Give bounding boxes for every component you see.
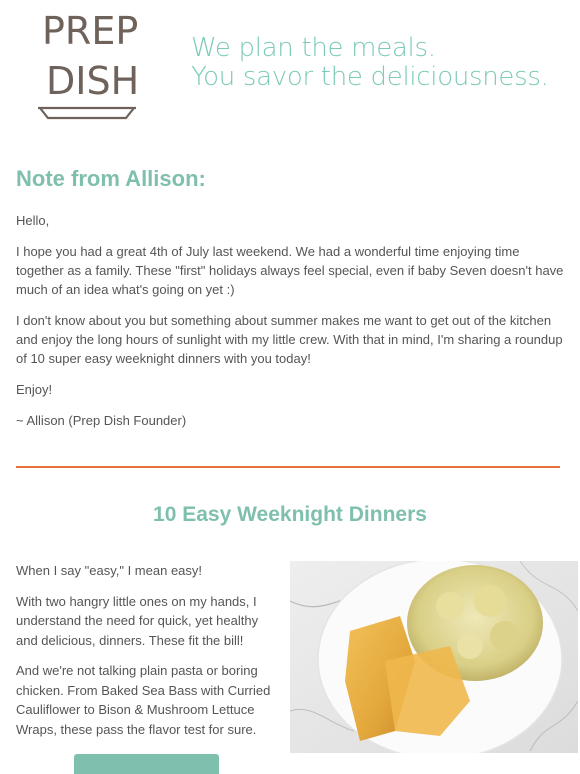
logo-word-prep: PREP xyxy=(42,9,139,53)
section-divider xyxy=(16,466,560,468)
note-closing: Enjoy! xyxy=(16,382,53,397)
note-title: Note from Allison: xyxy=(16,166,206,191)
cauliflower-floret xyxy=(436,592,464,620)
dinner-photo[interactable] xyxy=(290,561,578,753)
dinners-paragraph-1: When I say "easy," I mean easy! xyxy=(16,563,203,578)
note-greeting: Hello, xyxy=(16,213,50,228)
note-section xyxy=(16,162,564,430)
note-paragraph-2: I don't know about you but something about summer makes me want to get out of the kitchen and enjoy the long hours of sunlight with my little crew. With that in mind, I'm sharing a roundup of 10 super easy weeknight dinners with you today! xyxy=(16,313,563,366)
logo-plate-icon xyxy=(40,108,134,118)
tagline xyxy=(191,34,549,92)
cauliflower-floret xyxy=(490,621,520,651)
logo-word-dish: DISH xyxy=(46,59,140,103)
cauliflower-floret xyxy=(457,633,483,659)
dinners-paragraph-2: With two hangry little ones on my hands, I understand the need for quick, yet healthy and delicious, dinners. These fit the bill! xyxy=(16,593,259,648)
dinners-title: 10 Easy Weeknight Dinners xyxy=(153,503,427,526)
note-paragraph-1: I hope you had a great 4th of July last weekend. We had a wonderful time enjoying time together as a family. These "first" holidays always feel special, even if baby Seven doesn't have much of an idea what's going on yet :) xyxy=(16,244,564,297)
logo-graphic xyxy=(34,6,144,124)
tagline-line-1: We plan the meals. xyxy=(191,33,436,63)
sea-bass-cauliflower-image xyxy=(290,561,578,753)
dinners-paragraph-3: And we're not talking plain pasta or boring chicken. From Baked Sea Bass with Curried Cauliflower to Bison & Mushroom Lettuce Wraps, these pass the flavor test for sure. xyxy=(16,663,271,737)
prep-dish-logo[interactable] xyxy=(34,6,144,124)
email-header xyxy=(0,0,580,130)
dinners-text xyxy=(16,561,278,739)
view-recipes-button[interactable] xyxy=(74,754,219,774)
cauliflower-floret xyxy=(474,585,506,617)
tagline-line-2: You savor the deliciousness. xyxy=(191,62,549,92)
note-signature: ~ Allison (Prep Dish Founder) xyxy=(16,413,187,428)
